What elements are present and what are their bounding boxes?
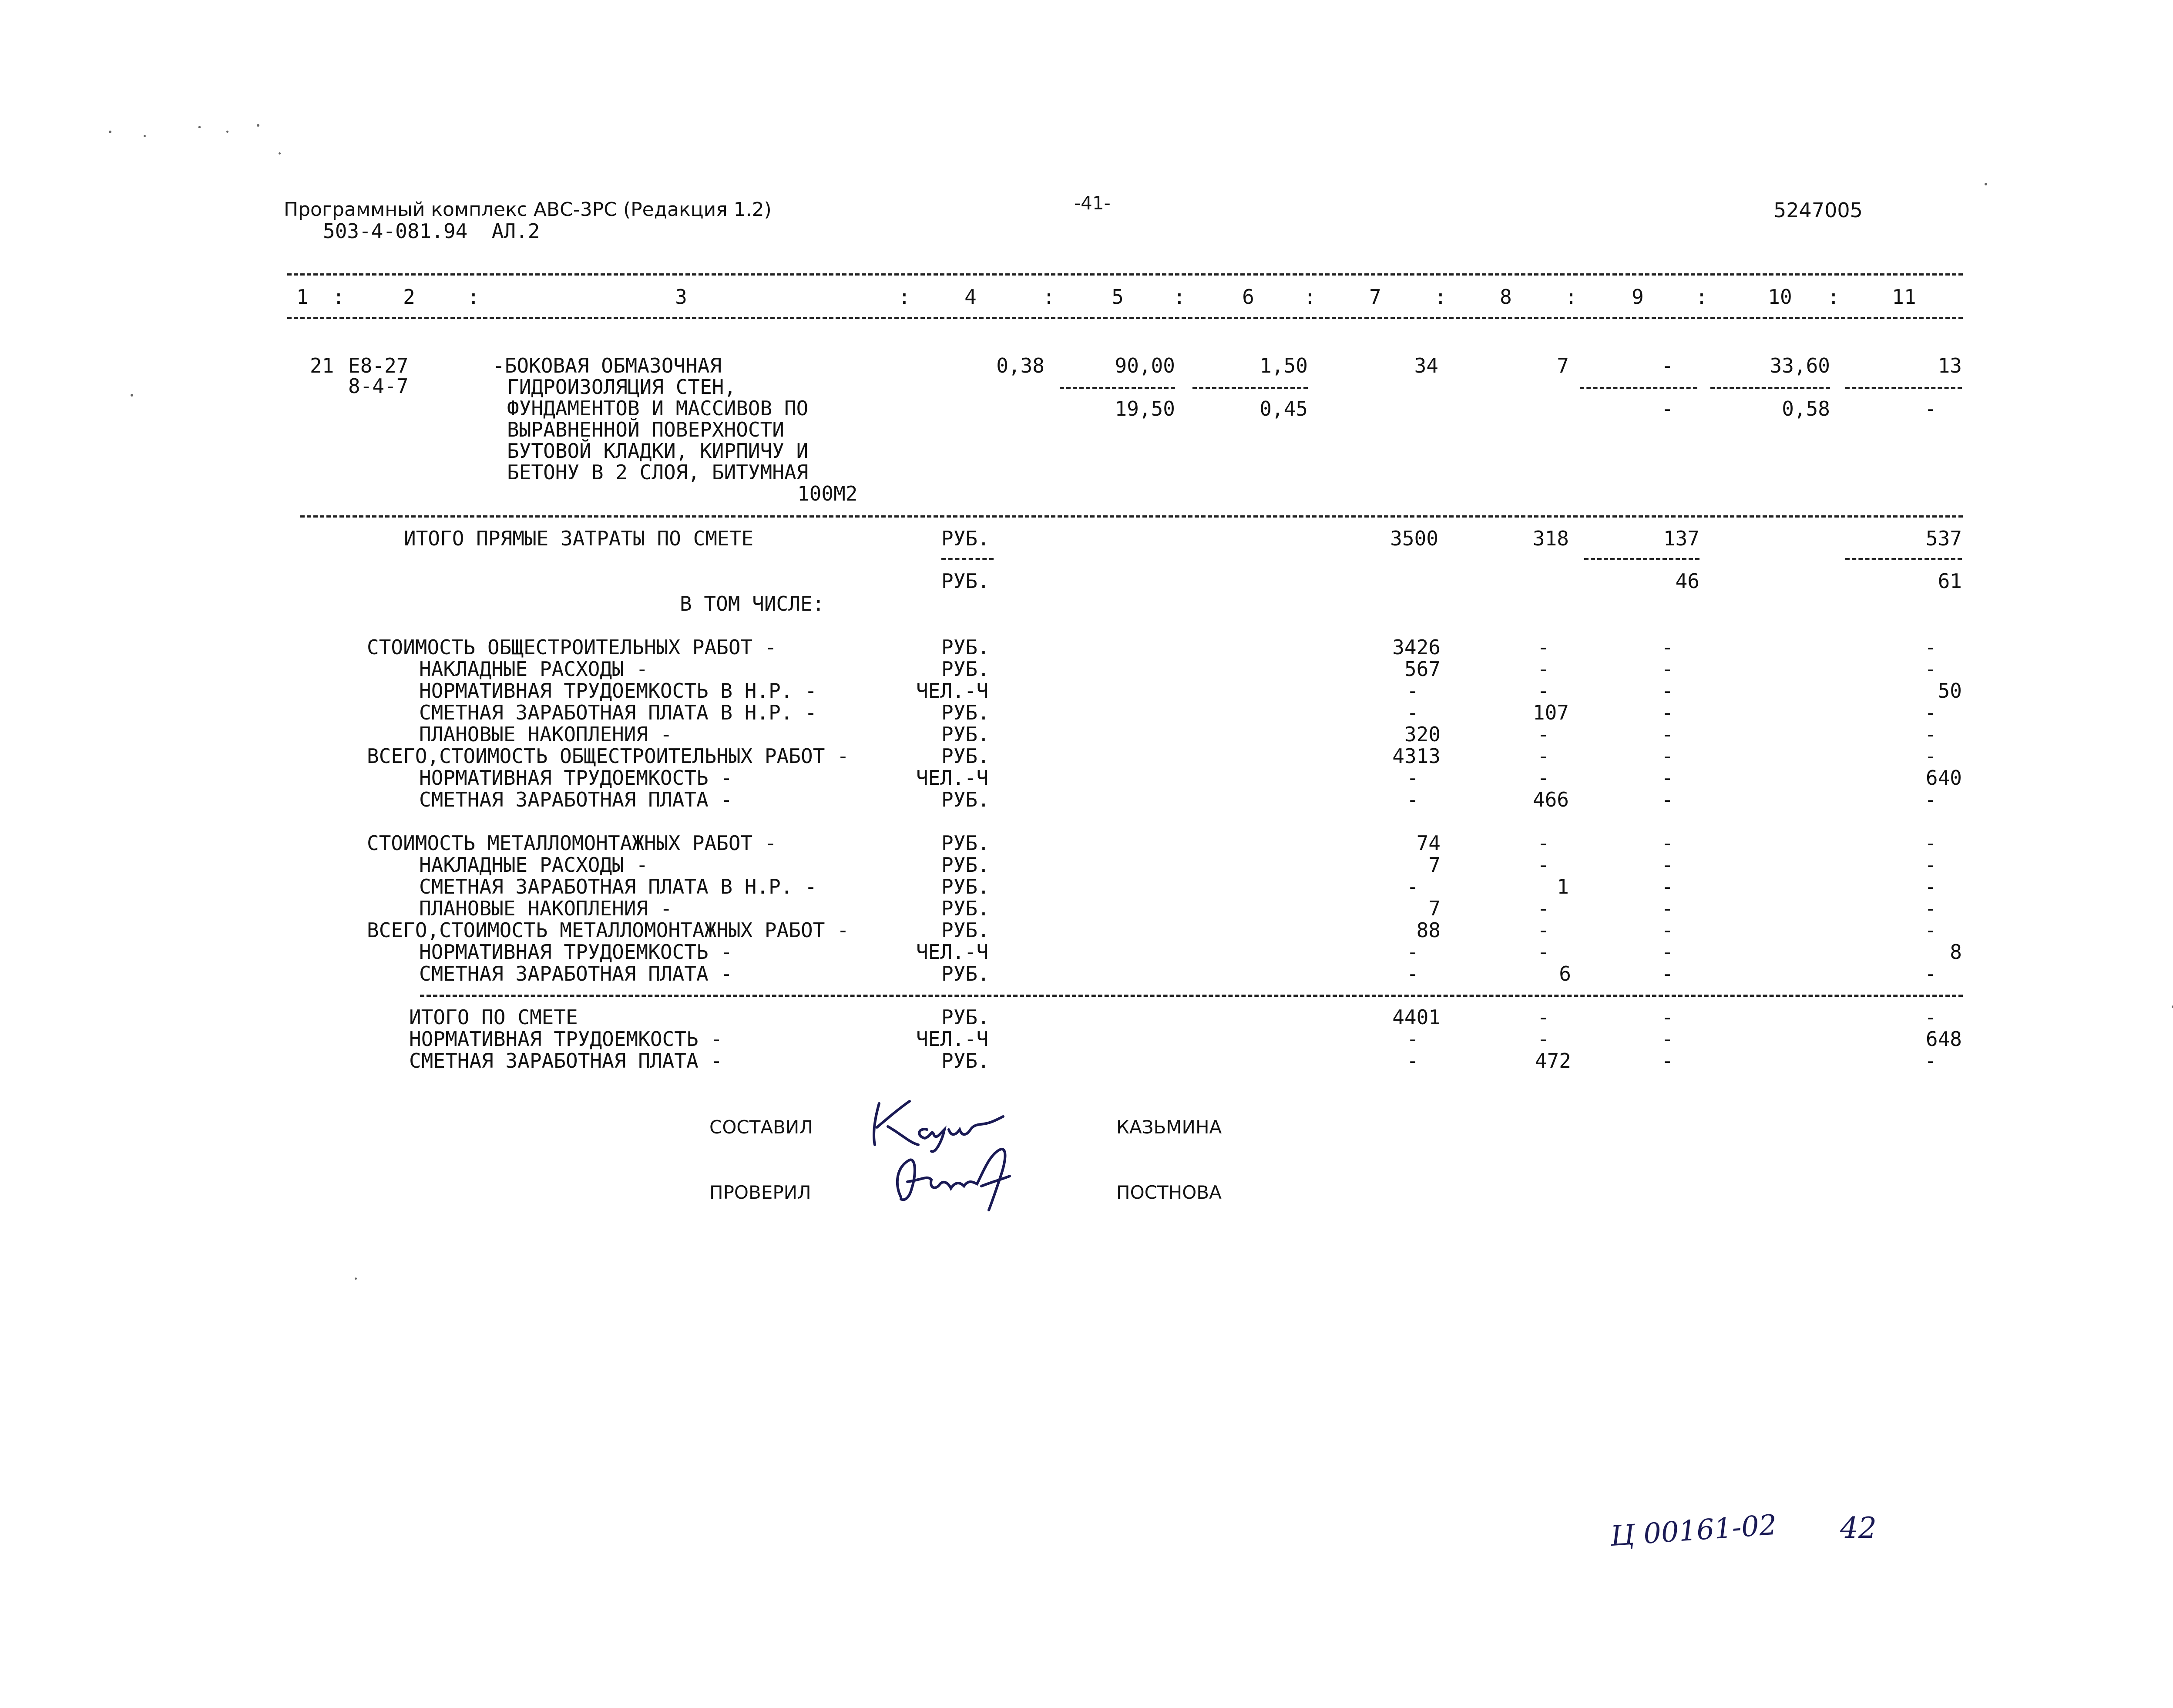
row-col11: 8 <box>1950 940 1962 964</box>
col-separator: : <box>332 285 345 309</box>
row-col7: 4401 <box>1392 1005 1441 1029</box>
row-col9: - <box>1661 679 1673 703</box>
subtotal-underline <box>1845 387 1962 389</box>
doc-number: 5247005 <box>1773 198 1863 222</box>
speck <box>226 131 228 133</box>
item-description-line: ФУНДАМЕНТОВ И МАССИВОВ ПО <box>507 397 809 420</box>
row-col9: - <box>1661 788 1673 811</box>
row-label: НАКЛАДНЫЕ РАСХОДЫ - <box>419 657 648 681</box>
col-header: 5 <box>1112 285 1124 309</box>
page-marker: -41- <box>1074 192 1111 214</box>
item-description-line: -БОКОВАЯ ОБМАЗОЧНАЯ <box>493 354 722 377</box>
row-unit: РУБ. <box>941 701 990 724</box>
row-col7: - <box>1407 679 1419 703</box>
row-col7: 7 <box>1428 897 1441 920</box>
total-col9: 137 <box>1663 527 1699 550</box>
row-label: ВСЕГО,СТОИМОСТЬ ОБЩЕСТРОИТЕЛЬНЫХ РАБОТ - <box>367 744 849 768</box>
cell-col11: 13 <box>1938 354 1962 377</box>
row-unit: РУБ. <box>941 962 990 985</box>
checked-name: ПОСТНОВА <box>1116 1182 1222 1203</box>
row-col11: 648 <box>1925 1027 1962 1051</box>
row-col11: - <box>1924 744 1937 768</box>
row-unit: ЧЕЛ.-Ч <box>916 766 989 790</box>
row-unit: РУБ. <box>941 723 990 746</box>
row-col11: - <box>1924 657 1937 681</box>
row-label: СМЕТНАЯ ЗАРАБОТНАЯ ПЛАТА - <box>419 962 733 985</box>
compiled-label: СОСТАВИЛ <box>709 1116 813 1138</box>
cell-col5-salary: 19,50 <box>1115 397 1175 420</box>
speck <box>144 135 146 137</box>
item-description-line: ВЫРАВНЕННОЙ ПОВЕРХНОСТИ <box>507 418 784 441</box>
item-description-line: БУТОВОЙ КЛАДКИ, КИРПИЧУ И <box>507 439 809 463</box>
row-col9: - <box>1661 918 1673 942</box>
row-col11: 50 <box>1938 679 1962 703</box>
row-label: НОРМАТИВНАЯ ТРУДОЕМКОСТЬ - <box>419 940 733 964</box>
row-col8: - <box>1537 1027 1549 1051</box>
row-unit: РУБ. <box>941 635 990 659</box>
row-col7: - <box>1407 940 1419 964</box>
total-underline <box>1845 558 1962 560</box>
col-separator: : <box>898 285 910 309</box>
row-col7: 3426 <box>1392 635 1441 659</box>
speck <box>257 124 259 127</box>
total-underline <box>1584 558 1699 560</box>
row-col11: - <box>1924 701 1937 724</box>
row-unit: РУБ. <box>941 918 990 942</box>
col-header: 9 <box>1632 285 1644 309</box>
row-col7: - <box>1407 875 1419 898</box>
row-col8: - <box>1537 679 1549 703</box>
cell-col6-salary: 0,45 <box>1259 397 1308 420</box>
row-unit: РУБ. <box>941 744 990 768</box>
row-col9: - <box>1661 831 1673 855</box>
total-col7: 3500 <box>1390 527 1438 550</box>
row-col8: - <box>1537 1005 1549 1029</box>
row-col9: - <box>1661 875 1673 898</box>
col-separator: : <box>1173 285 1186 309</box>
row-label: ВСЕГО,СТОИМОСТЬ МЕТАЛЛОМОНТАЖНЫХ РАБОТ - <box>367 918 849 942</box>
row-unit: ЧЕЛ.-Ч <box>916 1027 989 1051</box>
row-col8: - <box>1537 723 1549 746</box>
row-col8: - <box>1537 897 1549 920</box>
speck <box>198 126 201 128</box>
cell-col6: 1,50 <box>1259 354 1308 377</box>
row-col9: - <box>1661 853 1673 877</box>
subtotal-underline <box>1710 387 1830 389</box>
col-header: 8 <box>1500 285 1512 309</box>
row-label: СМЕТНАЯ ЗАРАБОТНАЯ ПЛАТА - <box>419 788 733 811</box>
col-separator: : <box>1696 285 1708 309</box>
col-separator: : <box>1827 285 1840 309</box>
cell-col11-salary: - <box>1924 397 1937 420</box>
row-col9: - <box>1661 701 1673 724</box>
col-separator: : <box>1565 285 1577 309</box>
sheet-number: 42 <box>1840 1511 1877 1545</box>
row-col11: - <box>1924 875 1937 898</box>
row-label: СМЕТНАЯ ЗАРАБОТНАЯ ПЛАТА - <box>409 1049 723 1073</box>
col-header: 6 <box>1242 285 1254 309</box>
row-unit: ЧЕЛ.-Ч <box>916 679 989 703</box>
col-separator: : <box>467 285 480 309</box>
speck <box>355 1278 357 1280</box>
divider-top <box>287 273 1963 276</box>
cell-col5: 90,00 <box>1115 354 1175 377</box>
row-col11: - <box>1924 897 1937 920</box>
row-label: НАКЛАДНЫЕ РАСХОДЫ - <box>419 853 648 877</box>
total-col11: 537 <box>1925 527 1962 550</box>
row-unit: РУБ. <box>941 853 990 877</box>
row-label: ПЛАНОВЫЕ НАКОПЛЕНИЯ - <box>419 723 672 746</box>
total-underline <box>941 558 994 560</box>
row-col11: - <box>1924 1049 1937 1073</box>
col-header: 7 <box>1369 285 1381 309</box>
compiled-name: КАЗЬМИНА <box>1116 1116 1222 1138</box>
row-col7: - <box>1407 788 1419 811</box>
row-col9: - <box>1661 940 1673 964</box>
row-col8: - <box>1537 831 1549 855</box>
row-col8: - <box>1537 766 1549 790</box>
row-col8: - <box>1537 657 1549 681</box>
row-unit: РУБ. <box>941 875 990 898</box>
item-number: 21 <box>310 354 334 377</box>
row-label: ИТОГО ПО СМЕТЕ <box>409 1005 578 1029</box>
divider-summary <box>420 995 1963 997</box>
col-header: 3 <box>675 285 687 309</box>
row-col9: - <box>1661 766 1673 790</box>
archive-code: Ц 00161-02 <box>1609 1509 1778 1553</box>
doc-code: 503-4-081.94 АЛ.2 <box>323 219 540 243</box>
row-col8: 472 <box>1535 1049 1571 1073</box>
row-unit: ЧЕЛ.-Ч <box>916 940 989 964</box>
row-col9: - <box>1661 723 1673 746</box>
divider-header-bottom <box>287 317 1963 319</box>
row-unit: РУБ. <box>941 831 990 855</box>
row-col11: - <box>1924 962 1937 985</box>
cell-col9-salary: - <box>1661 397 1673 420</box>
item-description-line: БЕТОНУ В 2 СЛОЯ, БИТУМНАЯ <box>507 461 809 484</box>
checked-signature <box>875 1140 1018 1214</box>
cell-col10-salary: 0,58 <box>1782 397 1830 420</box>
row-col11: - <box>1924 831 1937 855</box>
row-unit: РУБ. <box>941 788 990 811</box>
direct-costs-label: ИТОГО ПРЯМЫЕ ЗАТРАТЫ ПО СМЕТЕ <box>404 527 754 550</box>
cell-col9: - <box>1661 354 1673 377</box>
row-col9: - <box>1661 635 1673 659</box>
row-col7: 88 <box>1416 918 1441 942</box>
row-col8: 466 <box>1532 788 1569 811</box>
subtotal-underline <box>1580 387 1697 389</box>
row-col7: - <box>1407 1027 1419 1051</box>
row-col11: - <box>1924 723 1937 746</box>
row-col8: - <box>1537 918 1549 942</box>
item-code: Е8-27 <box>348 354 409 377</box>
item-unit: 100М2 <box>797 482 858 505</box>
checked-label: ПРОВЕРИЛ <box>709 1182 811 1203</box>
total-col8: 318 <box>1532 527 1569 550</box>
row-col9: - <box>1661 897 1673 920</box>
row-col11: 640 <box>1925 766 1962 790</box>
row-col7: 4313 <box>1392 744 1441 768</box>
row-col7: - <box>1407 766 1419 790</box>
unit-label: РУБ. <box>941 569 990 593</box>
subtotal-underline <box>1192 387 1308 389</box>
row-col11: - <box>1924 635 1937 659</box>
divider-item-bottom <box>300 515 1963 518</box>
row-col8: - <box>1537 940 1549 964</box>
row-col8: - <box>1537 635 1549 659</box>
item-description-line: ГИДРОИЗОЛЯЦИЯ СТЕН, <box>507 375 736 399</box>
row-col7: 320 <box>1404 723 1441 746</box>
row-unit: РУБ. <box>941 1049 990 1073</box>
col-separator: : <box>1304 285 1316 309</box>
row-col7: 7 <box>1428 853 1441 877</box>
row-col8: 1 <box>1557 875 1569 898</box>
row-unit: РУБ. <box>941 657 990 681</box>
row-col9: - <box>1661 1005 1673 1029</box>
col-separator: : <box>1043 285 1055 309</box>
row-col7: - <box>1407 962 1419 985</box>
row-col7: - <box>1407 1049 1419 1073</box>
col-header: 11 <box>1892 285 1916 309</box>
speck <box>279 152 281 155</box>
subtotal-underline <box>1060 387 1175 389</box>
including-heading: В ТОМ ЧИСЛЕ: <box>680 592 825 615</box>
row-col7: - <box>1407 701 1419 724</box>
row-label: СМЕТНАЯ ЗАРАБОТНАЯ ПЛАТА В Н.Р. - <box>419 875 817 898</box>
row-label: НОРМАТИВНАЯ ТРУДОЕМКОСТЬ - <box>419 766 733 790</box>
row-col9: - <box>1661 962 1673 985</box>
row-col9: - <box>1661 1027 1673 1051</box>
item-code-secondary: 8-4-7 <box>348 374 409 398</box>
row-col7: 74 <box>1416 831 1441 855</box>
software-title: Программный комплекс АВС-3РС (Редакция 1.2) <box>284 198 772 221</box>
row-col8: 107 <box>1532 701 1569 724</box>
row-col8: 6 <box>1559 962 1571 985</box>
speck <box>109 131 111 133</box>
row-unit: РУБ. <box>941 1005 990 1029</box>
cell-col8: 7 <box>1557 354 1569 377</box>
speck <box>1985 183 1987 185</box>
row-label: СТОИМОСТЬ МЕТАЛЛОМОНТАЖНЫХ РАБОТ - <box>367 831 777 855</box>
row-col11: - <box>1924 918 1937 942</box>
speck <box>131 394 133 397</box>
total-col11-salary: 61 <box>1938 569 1962 593</box>
row-col9: - <box>1661 744 1673 768</box>
row-col9: - <box>1661 1049 1673 1073</box>
row-col11: - <box>1924 788 1937 811</box>
row-label: СМЕТНАЯ ЗАРАБОТНАЯ ПЛАТА В Н.Р. - <box>419 701 817 724</box>
row-col7: 567 <box>1404 657 1441 681</box>
cell-col10: 33,60 <box>1770 354 1830 377</box>
col-header: 2 <box>403 285 415 309</box>
col-separator: : <box>1434 285 1447 309</box>
row-label: ПЛАНОВЫЕ НАКОПЛЕНИЯ - <box>419 897 672 920</box>
row-unit: РУБ. <box>941 897 990 920</box>
row-label: НОРМАТИВНАЯ ТРУДОЕМКОСТЬ В Н.Р. - <box>419 679 817 703</box>
row-label: СТОИМОСТЬ ОБЩЕСТРОИТЕЛЬНЫХ РАБОТ - <box>367 635 777 659</box>
row-col11: - <box>1924 853 1937 877</box>
row-label: НОРМАТИВНАЯ ТРУДОЕМКОСТЬ - <box>409 1027 723 1051</box>
row-col8: - <box>1537 853 1549 877</box>
total-col9-salary: 46 <box>1675 569 1699 593</box>
row-col9: - <box>1661 657 1673 681</box>
cell-col7: 34 <box>1414 354 1438 377</box>
row-col11: - <box>1924 1005 1937 1029</box>
col-header: 4 <box>964 285 977 309</box>
cell-col4: 0,38 <box>996 354 1045 377</box>
unit-label: РУБ. <box>941 527 990 550</box>
col-header: 1 <box>296 285 309 309</box>
col-header: 10 <box>1768 285 1792 309</box>
row-col8: - <box>1537 744 1549 768</box>
